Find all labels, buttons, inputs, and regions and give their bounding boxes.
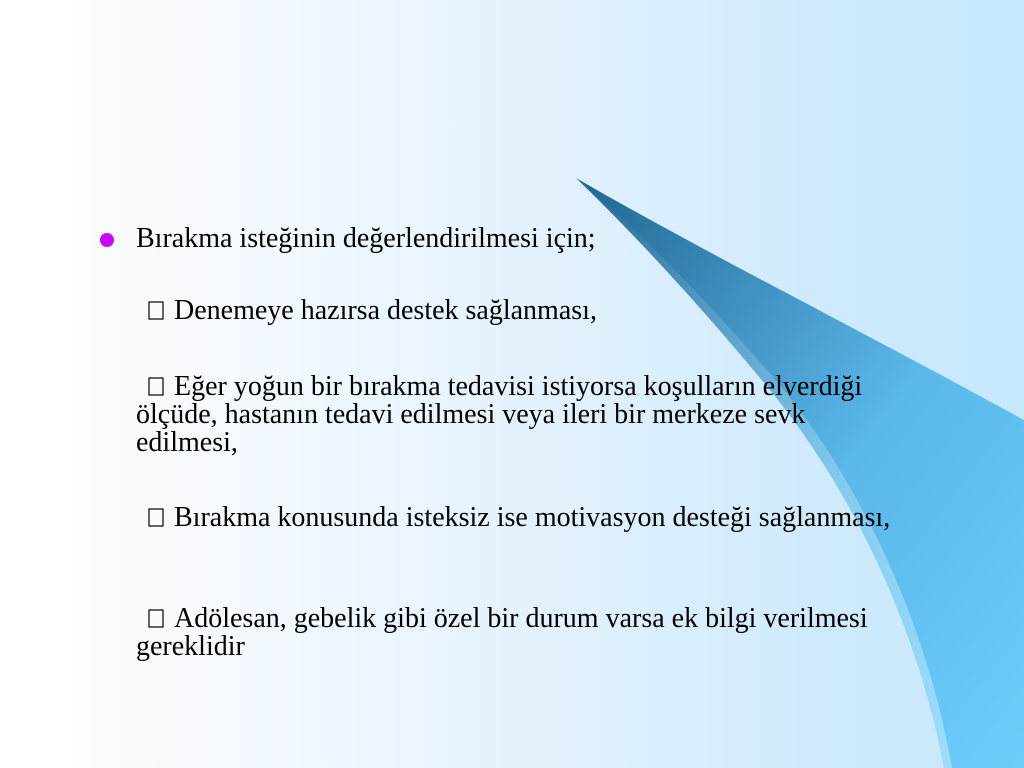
main-bullet-text: Bırakma isteğinin değerlendirilmesi için; [136,223,596,254]
sub-item-motivation [136,504,896,532]
main-bullet-item [100,221,900,257]
sub-item-text: Adölesan, gebelik gibi özel bir durum varsa ek bilgi verilmesi gereklidir [136,603,868,662]
sub-item-support [136,297,896,325]
missing-glyph-box-icon [146,608,166,628]
circle-bullet-icon [100,233,114,247]
missing-glyph-box-icon [146,376,166,396]
sub-item-special-cases [136,605,896,661]
sub-item-treatment [136,373,896,457]
missing-glyph-box-icon [146,507,166,527]
sub-item-text: Denemeye hazırsa destek sağlanması, [174,295,597,326]
missing-glyph-box-icon [146,300,166,320]
sub-item-text: Bırakma konusunda isteksiz ise motivasyon desteği sağlanması, [174,502,891,533]
sub-item-text: Eğer yoğun bir bırakma tedavisi istiyorsa koşulların elverdiği ölçüde, hastanın tedavi edilmesi veya ileri bir merkeze sevk edilmesi, [136,371,863,458]
